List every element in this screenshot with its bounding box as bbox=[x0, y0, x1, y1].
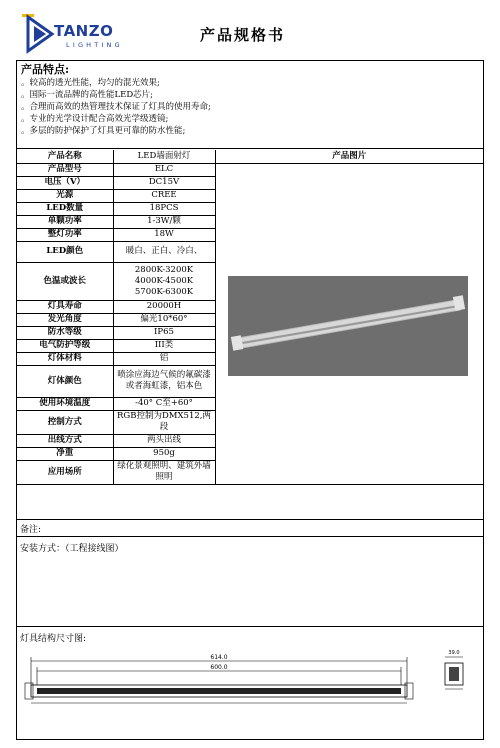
spec-value: 暖白、正白、冷白、 bbox=[113, 241, 215, 262]
spec-label: 防水等级 bbox=[17, 326, 113, 339]
spec-value: 18PCS bbox=[113, 202, 215, 215]
spec-value: 喷涂应海边气候的氟碳漆或者海虹漆，铝本色 bbox=[113, 365, 215, 397]
feature-item: 。专业的光学设计配合高效光学级透镜; bbox=[21, 114, 169, 124]
spec-value: -40° C至+60° bbox=[113, 397, 215, 410]
install-section: 安装方式：（工程接线图） bbox=[17, 537, 483, 627]
spec-value: RGB控制为DMX512,两段 bbox=[113, 410, 215, 434]
spec-value: 2800K-3200K 4000K-4500K 5700K-6300K bbox=[113, 262, 215, 300]
product-photo bbox=[228, 276, 468, 376]
spec-label: 产品型号 bbox=[17, 163, 113, 176]
spec-label: 色温或波长 bbox=[17, 262, 113, 300]
table-row bbox=[17, 163, 483, 176]
spec-label: 灯体材料 bbox=[17, 352, 113, 365]
spec-value: III类 bbox=[113, 339, 215, 352]
spec-label: 单颗功率 bbox=[17, 215, 113, 228]
spec-value: 偏光10*60° bbox=[113, 313, 215, 326]
feature-item: 。较高的透光性能，均匀的混光效果; bbox=[21, 78, 160, 88]
spec-label: 灯具寿命 bbox=[17, 300, 113, 313]
spec-value: LED墙面射灯 bbox=[113, 150, 215, 163]
spec-sheet bbox=[16, 60, 484, 740]
spec-table bbox=[17, 150, 483, 485]
dim-body-label: 600.0 bbox=[210, 664, 228, 671]
spec-label: LED数量 bbox=[17, 202, 113, 215]
spec-value: DC15V bbox=[113, 176, 215, 189]
remark-row: 备注: bbox=[17, 519, 483, 537]
product-photo-cell bbox=[215, 163, 483, 484]
spec-label: 光源 bbox=[17, 189, 113, 202]
spec-label: 整灯功率 bbox=[17, 228, 113, 241]
spec-value: 1-3W/颗 bbox=[113, 215, 215, 228]
light-bar-image bbox=[228, 276, 468, 376]
spec-value: 两头出线 bbox=[113, 434, 215, 447]
spec-label: 应用场所 bbox=[17, 460, 113, 484]
spec-label: 灯体颜色 bbox=[17, 365, 113, 397]
dim-side-label: 39.0 bbox=[448, 650, 460, 656]
document-title: 产品规格书 bbox=[200, 26, 286, 44]
spec-label: 发光角度 bbox=[17, 313, 113, 326]
spec-value: IP65 bbox=[113, 326, 215, 339]
document-header bbox=[0, 0, 500, 58]
spec-label: 使用环境温度 bbox=[17, 397, 113, 410]
spec-value: ELC bbox=[113, 163, 215, 176]
feature-item: 。合理而高效的热管理技术保证了灯具的使用寿命; bbox=[21, 102, 211, 112]
brand-name: TANZO bbox=[54, 22, 114, 40]
dim-total-label: 614.0 bbox=[210, 654, 228, 661]
spec-value: 20000H bbox=[113, 300, 215, 313]
spec-value: 18W bbox=[113, 228, 215, 241]
feature-item: 。多层的防护保护了灯具更可靠的防水性能; bbox=[21, 126, 186, 136]
tanzo-logo bbox=[20, 14, 140, 54]
spec-label: 产品名称 bbox=[17, 150, 113, 163]
photo-header: 产品图片 bbox=[215, 150, 483, 163]
spec-label: 净重 bbox=[17, 447, 113, 460]
structure-title: 灯具结构尺寸图: bbox=[20, 634, 87, 644]
spec-label: 控制方式 bbox=[17, 410, 113, 434]
spec-value: 950g bbox=[113, 447, 215, 460]
feature-item: 。国际一流品牌的高性能LED芯片; bbox=[21, 90, 154, 100]
structure-section bbox=[17, 627, 483, 739]
spec-value: 绿化景观照明、建筑外墙照明 bbox=[113, 460, 215, 484]
spec-label: 电压（V） bbox=[17, 176, 113, 189]
brand-subtitle: LIGHTING bbox=[66, 41, 123, 49]
spec-label: 出线方式 bbox=[17, 434, 113, 447]
dimension-drawing bbox=[17, 645, 483, 737]
spec-value: CREE bbox=[113, 189, 215, 202]
spec-label: 电气防护等级 bbox=[17, 339, 113, 352]
spec-label: LED颜色 bbox=[17, 241, 113, 262]
spec-value: 铝 bbox=[113, 352, 215, 365]
features-title: 产品特点: bbox=[21, 63, 70, 76]
features-section bbox=[17, 61, 483, 149]
